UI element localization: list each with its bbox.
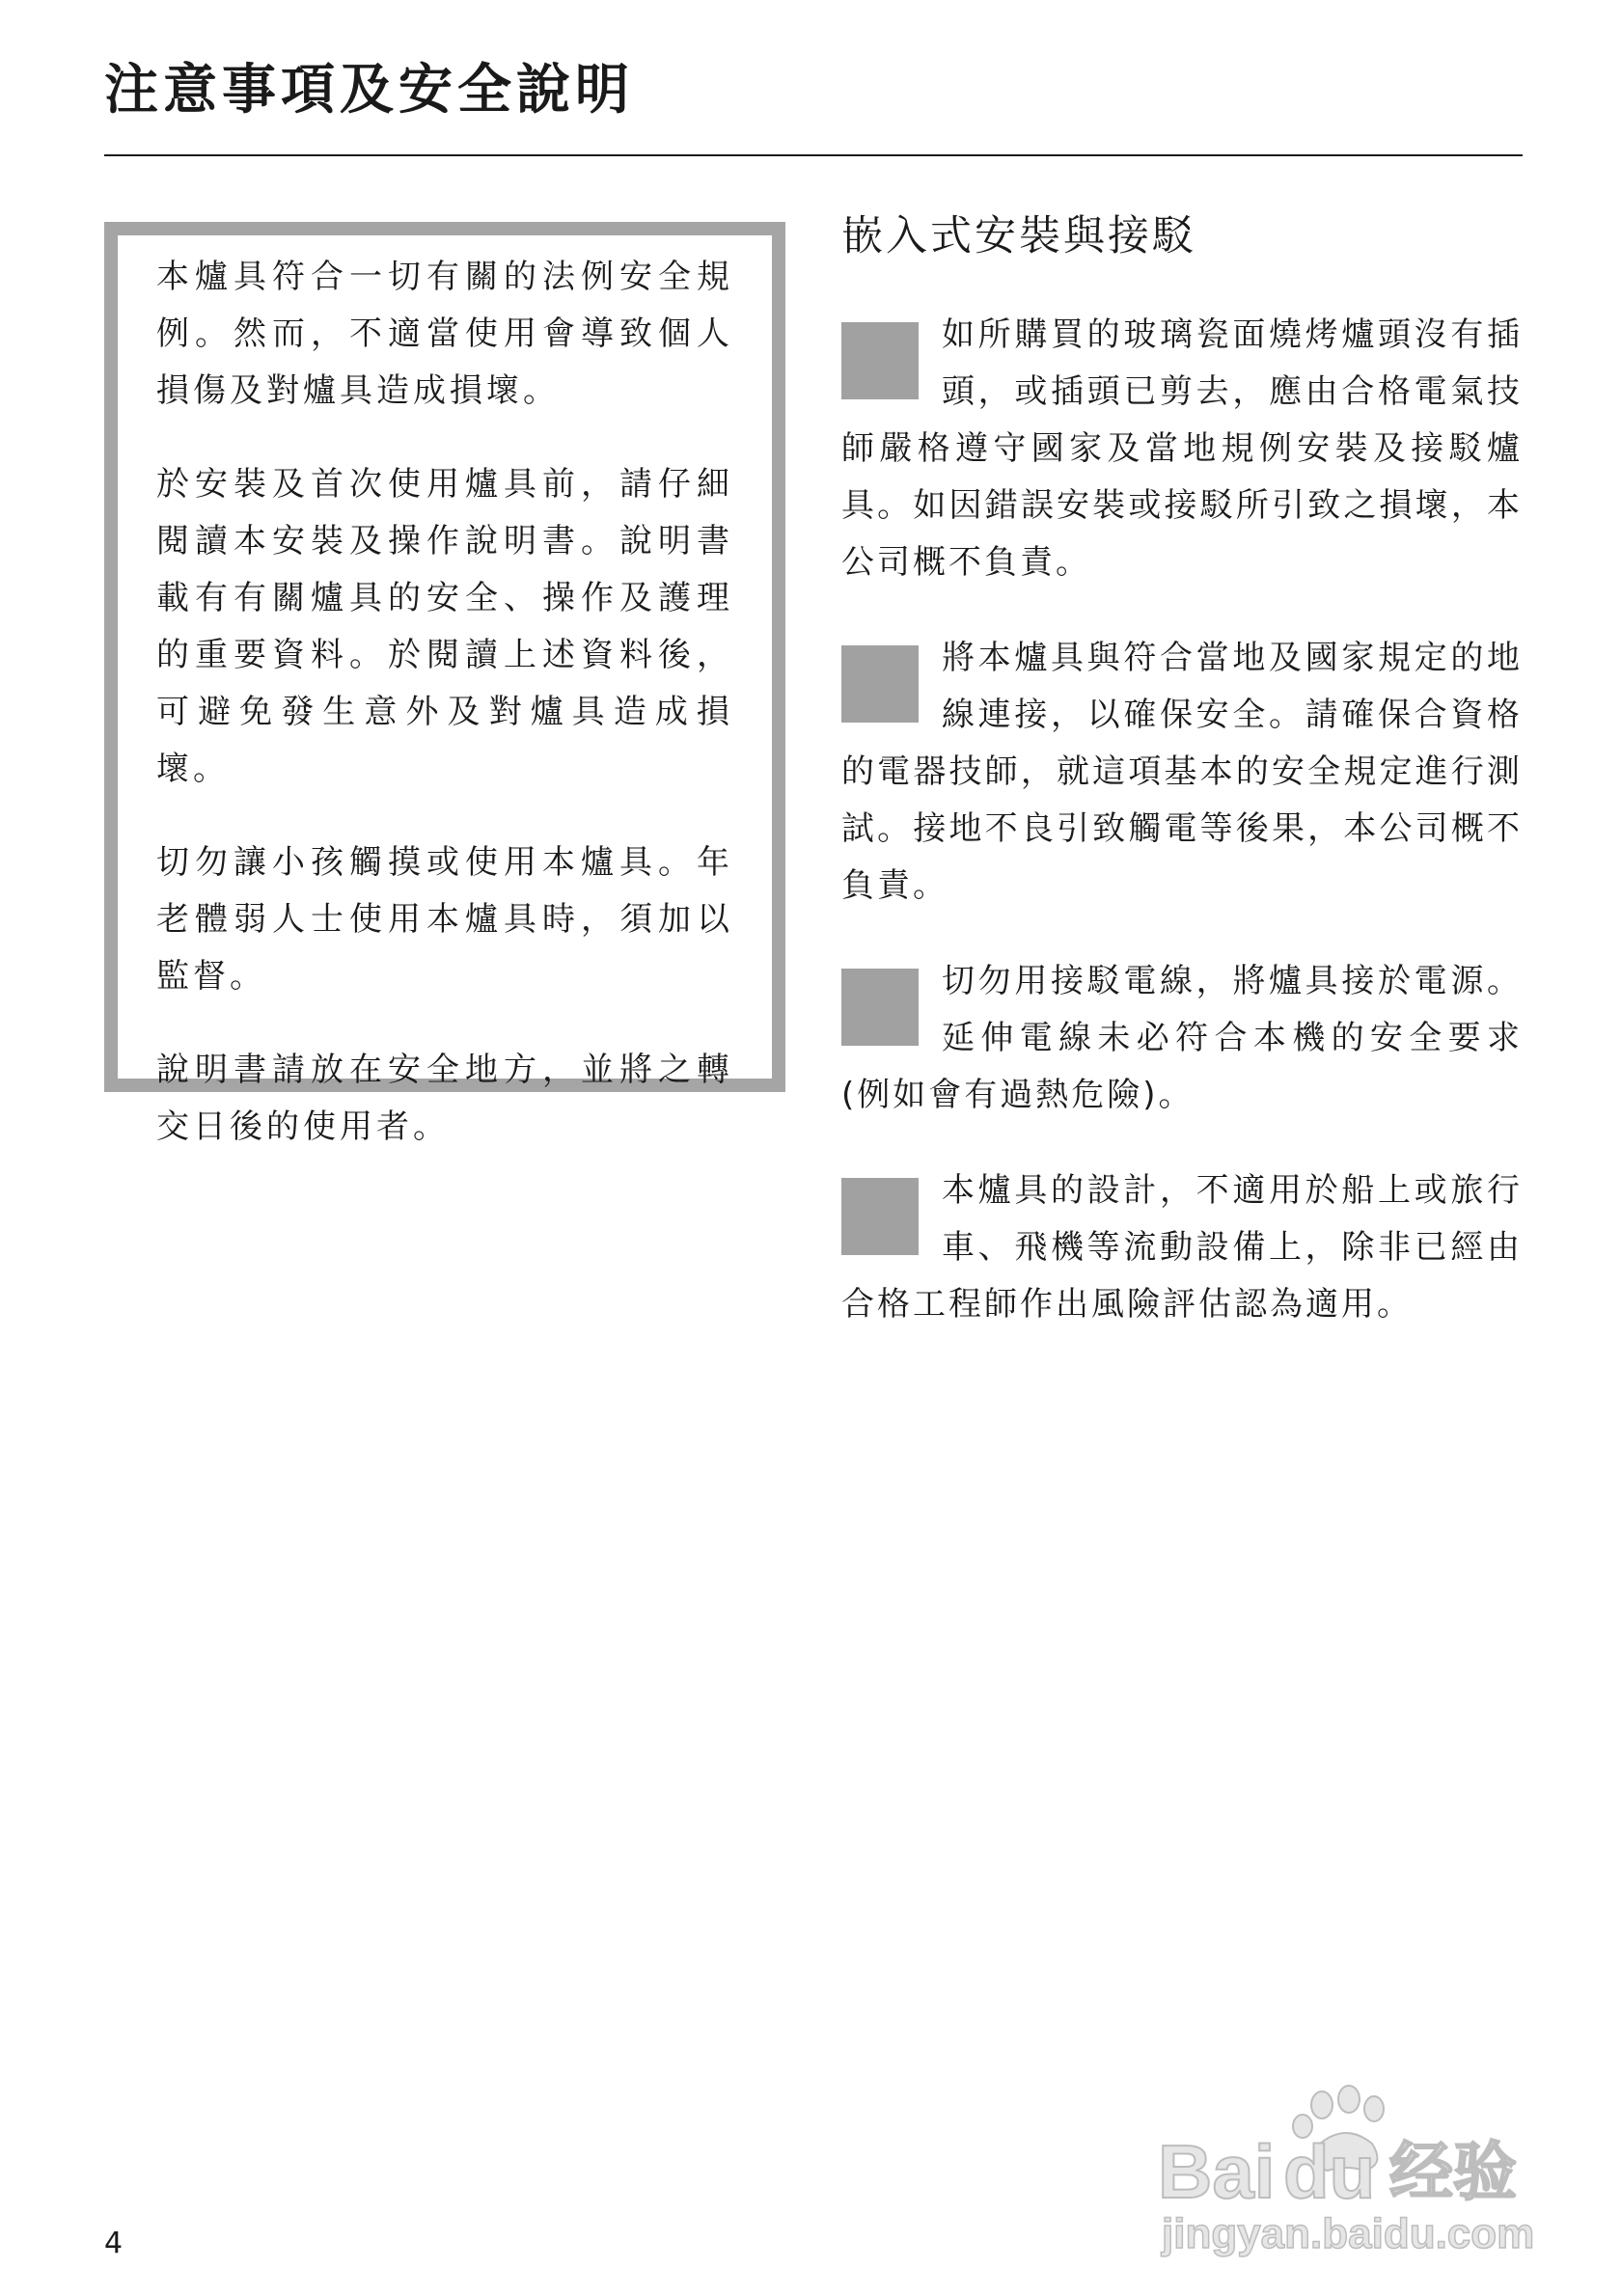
section-heading: 嵌入式安裝與接駁 [841,212,1196,260]
watermark-product: 经验 [1389,2135,1517,2209]
watermark-brand-end: du [1283,2129,1376,2214]
baidu-watermark-logo [1148,2084,1553,2257]
title-divider [104,154,1523,156]
watermark-url: jingyan.baidu.com [1162,2210,1535,2257]
warning-item [841,953,1523,1124]
page-number: 4 [104,2227,124,2260]
warning-marker-icon [841,322,919,399]
warning-text: 如所購買的玻璃瓷面燒烤爐頭沒有插頭，或插頭已剪去，應由合格電氣技師嚴格遵守國家及當地規例安裝及接駁爐具。如因錯誤安裝或接駁所引致之損壞，本公司概不負責。 [841,314,1523,582]
warning-text: 本爐具的設計，不適用於船上或旅行車、飛機等流動設備上，除非已經由合格工程師作出風險評估認為適用。 [841,1170,1523,1324]
warning-marker-icon [841,645,919,723]
warning-item [841,1162,1523,1333]
installation-section [841,212,1523,1372]
notice-paragraph: 說明書請放在安全地方，並將之轉交日後的使用者。 [156,1051,733,1146]
notice-paragraph: 切勿讓小孩觸摸或使用本爐具。年老體弱人士使用本爐具時，須加以監督。 [156,843,733,996]
safety-notice-box [104,222,785,1146]
warning-text: 將本爐具與符合當地及國家規定的地線連接，以確保安全。請確保合資格的電器技師，就這項基本的安全規定進行測試。接地不良引致觸電等後果，本公司概不負責。 [841,638,1523,905]
warning-text: 切勿用接駁電線，將爐具接於電源。延伸電線未必符合本機的安全要求(例如會有過熱危險)。 [841,961,1523,1114]
warning-item [841,630,1523,915]
watermark-brand: Bai [1158,2129,1276,2214]
warning-marker-icon [841,1178,919,1255]
warning-marker-icon [841,969,919,1046]
page-title: 注意事項及安全說明 [104,59,634,122]
notice-paragraph: 本爐具符合一切有關的法例安全規例。然而，不適當使用會導致個人損傷及對爐具造成損壞。 [156,258,733,410]
warning-item [841,307,1523,591]
notice-paragraph: 於安裝及首次使用爐具前，請仔細閱讀本安裝及操作說明書。說明書載有有關爐具的安全、操作及護理的重要資料。於閱讀上述資料後，可避免發生意外及對爐具造成損壞。 [156,465,733,788]
